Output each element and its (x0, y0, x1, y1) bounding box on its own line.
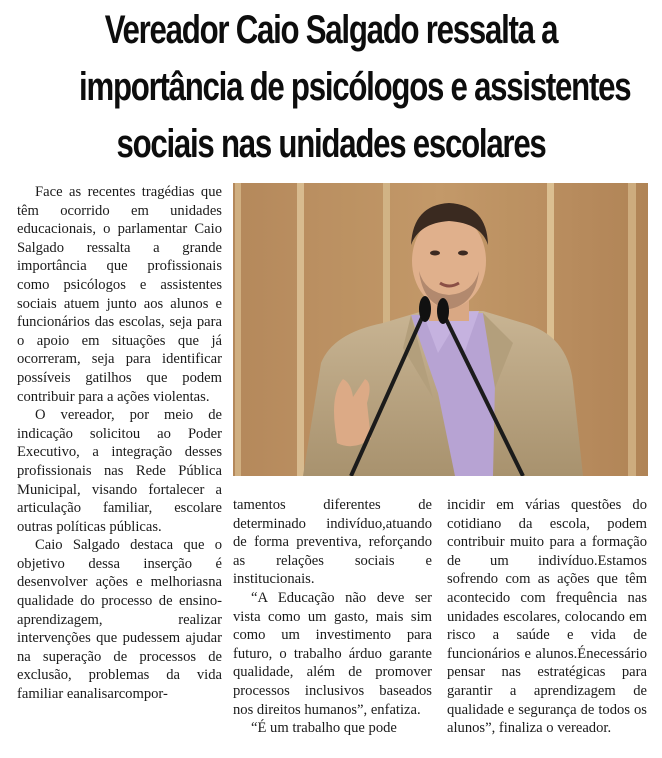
paragraph: “É um trabalho que pode (251, 720, 397, 737)
article-column-1 (17, 183, 222, 704)
paragraph: Face as recentes tragédias que têm ocorrido em unidades educacionais, o parlamentar Caio Salgado ressalta a grande importância que profissionais como psicólogos e assistentes sociais atuem junto aos alunos e funcionários das escolas, seja para o apoio em situações que já ocorreram, seja para identificar possíveis gatilhos que podem contribuir para a ações violentas. (17, 184, 222, 405)
paragraph: tamentos diferentes de determinado indivíduo,atuando de forma preventiva, reforçando as relações sociais e institucionais. (233, 497, 432, 588)
article-column-2 (233, 496, 432, 738)
article-photo (233, 183, 648, 476)
paragraph: incidir em várias questões do cotidiano da escola, podem contribuir muito para a formação de um indivíduo.Estamos sofrendo com as ações que têm acontecido com frequência nas unidades escolares, colocando em risco a saúde e vida de funcionários e alunos.Énecessário pensar nas estratégicas para garantir a aprendizagem de qualidade e segurança de todos os alunos”, finaliza o vereador. (447, 497, 647, 737)
headline-line: Vereador Caio Salgado ressalta a (104, 8, 558, 52)
paragraph: Caio Salgado destaca que o objetivo dessa inserção é desenvolver ações e melhoriasna qualidade do processo de ensino-aprendizagem, realizar intervenções que pudessem ajudar na superação de processos de exclusão, problemas da vida familiar eanalisarcompor- (17, 537, 222, 703)
paragraph: O vereador, por meio de indicação solicitou ao Poder Executivo, a integração desses profissionais nas Rede Pública Municipal, visando fortalecer a articulação familiar, escolare outras políticas públicas. (17, 407, 222, 535)
article-headline (79, 2, 631, 173)
headline-line: sociais nas unidades escolares (116, 122, 546, 166)
paragraph: “A Educação não deve ser vista como um gasto, mais sim como um investimento para futuro, o trabalho árduo garante qualidade, além de promover processos inclusivos baseados nos direitos humanos”, enfatiza. (233, 589, 432, 718)
headline-line: importância de psicólogos e assistentes (79, 65, 631, 109)
article-column-3 (447, 496, 647, 738)
